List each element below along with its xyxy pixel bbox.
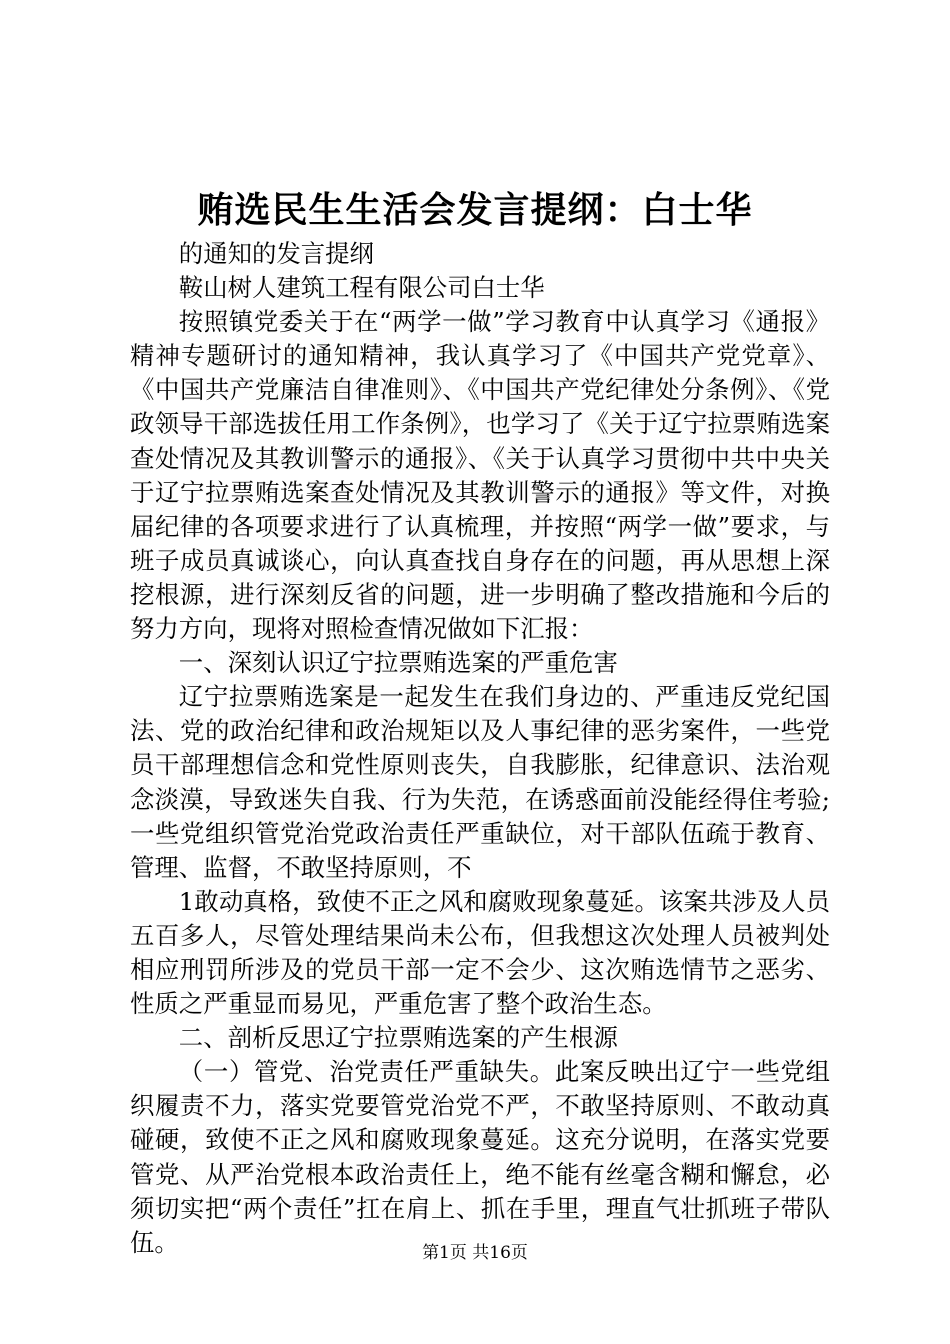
body-paragraph: 1敢动真格，致使不正之风和腐败现象蔓延。该案共涉及人员五百多人，尽管处理结果尚未公布，但我想这次处理人员被判处相应刑罚所涉及的党员干部一定不会少、这次贿选情节之恶劣、性质之严重显而易见，严重危害了整个政治生态。 <box>130 886 830 1019</box>
page-number-footer: 第1页 共16页 <box>422 1243 528 1263</box>
body-paragraph-subtitle: 的通知的发言提纲 <box>178 239 374 268</box>
document-body <box>130 237 830 1260</box>
body-paragraph: 辽宁拉票贿选案是一起发生在我们身边的、严重违反党纪国法、党的政治纪律和政治规矩以及人事纪律的恶劣案件，一些党员干部理想信念和党性原则丧失，自我膨胀，纪律意识、法治观念淡漠，导致迷失自我、行为失范，在诱惑面前没能经得住考验;一些党组织管党治党政治责任严重缺位，对干部队伍疏于教育、管理、监督，不敢坚持原则，不 <box>130 682 830 882</box>
section-heading-2: 二、剖析反思辽宁拉票贿选案的产生根源 <box>178 1023 618 1053</box>
body-paragraph-intro: 按照镇党委关于在“两学一做”学习教育中认真学习《通报》精神专题研讨的通知精神，我认真学习了《中国共产党党章》、《中国共产党廉洁自律准则》、《中国共产党纪律处分条例》、《党政领导干部选拔任用工作条例》，也学习了《关于辽宁拉票贿选案查处情况及其教训警示的通报》、《关于认真学习贯彻中共中央关于辽宁拉票贿选案查处情况及其教训警示的通报》等文件，对换届纪律的各项要求进行了认真梳理，并按照“两学一做”要求，与班子成员真诚谈心，向认真查找自身存在的问题，再从思想上深挖根源，进行深刻反省的问题，进一步明确了整改措施和今后的努力方向，现将对照检查情况做如下汇报： <box>130 307 830 644</box>
section-heading-1: 一、深刻认识辽宁拉票贿选案的严重危害 <box>178 648 618 678</box>
body-paragraph: （一）管党、治党责任严重缺失。此案反映出辽宁一些党组织履责不力，落实党要管党治党不严，不敢坚持原则、不敢动真碰硬，致使不正之风和腐败现象蔓延。这充分说明，在落实党要管党、从严治党根本政治责任上，绝不能有丝毫含糊和懈怠，必须切实把“两个责任”扛在肩上、抓在手里，理直气壮抓班子带队伍。 <box>130 1057 830 1257</box>
body-paragraph-author: 鞍山树人建筑工程有限公司白士华 <box>178 273 545 303</box>
document-title: 贿选民生生活会发言提纲：白士华 <box>197 189 753 231</box>
